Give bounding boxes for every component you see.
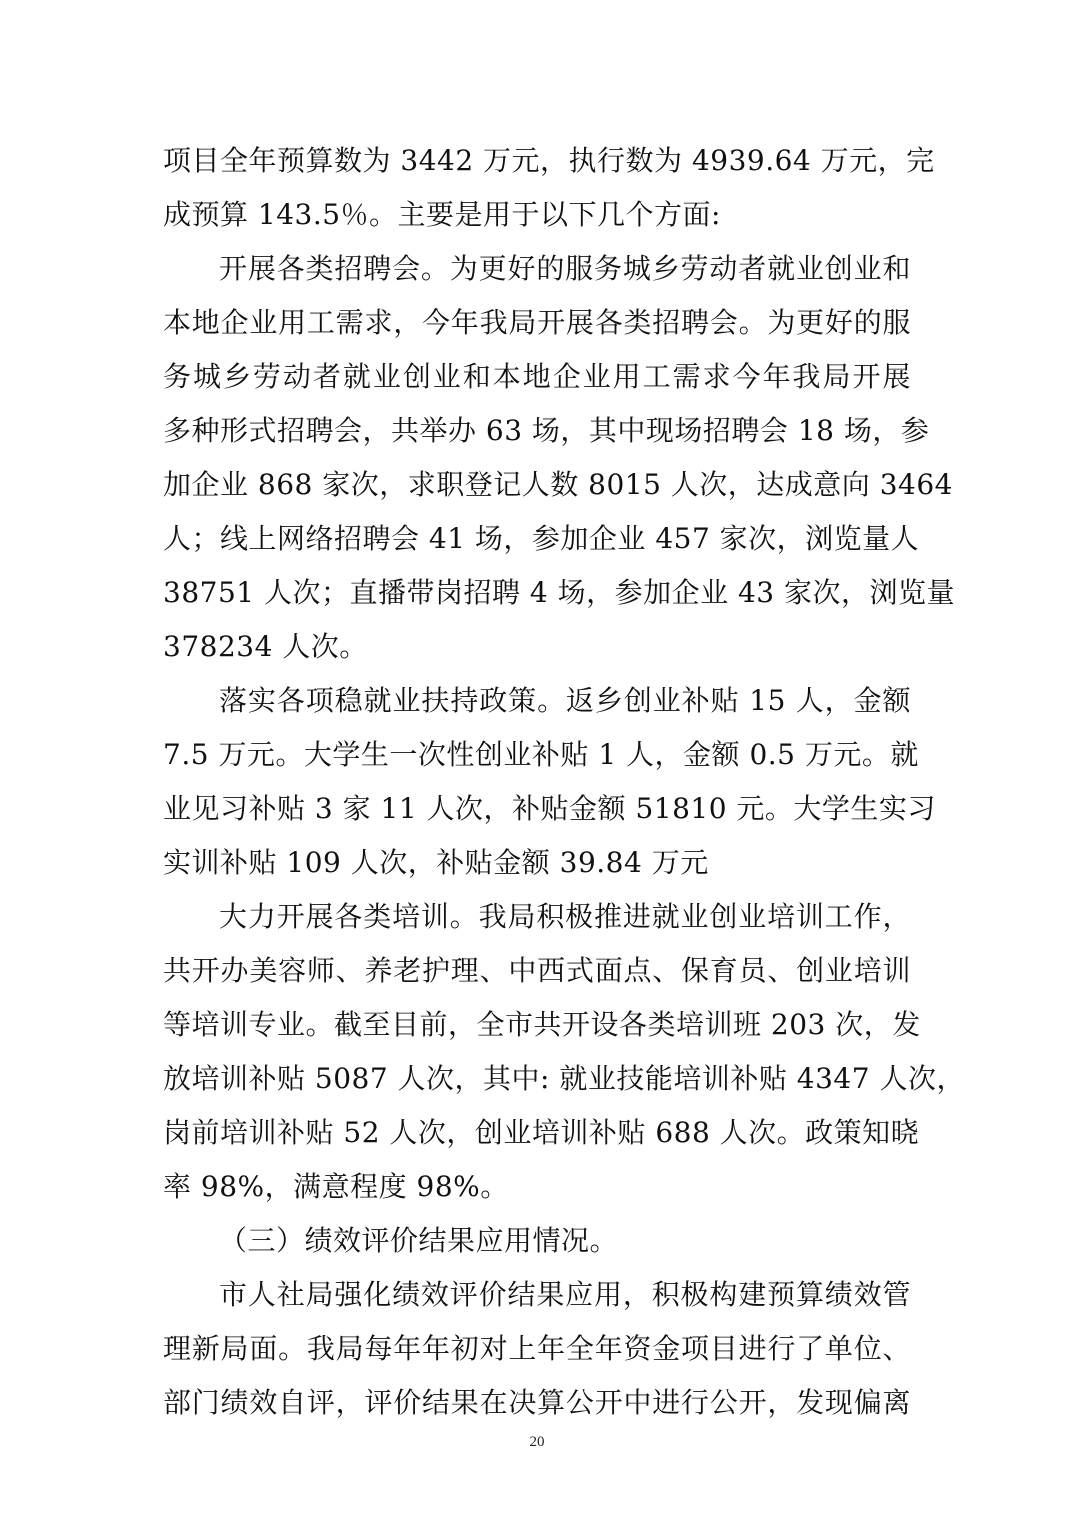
text-line: 项目全年预算数为 3442 万元，执行数为 4939.64 万元，完 (163, 144, 935, 177)
text-line: 38751 人次；直播带岗招聘 4 场，参加企业 43 家次，浏览量 (163, 576, 956, 609)
paragraph-training (163, 890, 965, 1214)
text-line: 务城乡劳动者就业创业和本地企业用工需求今年我局开展 (163, 360, 911, 393)
text-line: 378234 人次。 (163, 630, 368, 663)
paragraph-job-fairs (163, 242, 956, 674)
text-line: 理新局面。我局每年年初对上年全年资金项目进行了单位、 (163, 1332, 911, 1365)
text-line: 实训补贴 109 人次，补贴金额 39.84 万元 (163, 846, 709, 879)
text-line: 率 98%，满意程度 98%。 (163, 1170, 509, 1203)
text-line: 成预算 143.5％。主要是用于以下几个方面: (163, 198, 721, 231)
text-line: 共开办美容师、养老护理、中西式面点、保育员、创业培训 (163, 954, 911, 987)
paragraph-evaluation-results (163, 1268, 911, 1430)
text-line: 部门绩效自评，评价结果在决算公开中进行公开，发现偏离 (163, 1386, 911, 1419)
paragraph-employment-policies (163, 674, 936, 890)
page-number: 20 (529, 1434, 545, 1450)
text-line: 开展各类招聘会。为更好的服务城乡劳动者就业创业和 (219, 252, 911, 285)
text-line: 落实各项稳就业扶持政策。返乡创业补贴 15 人，金额 (219, 684, 911, 717)
text-line: 多种形式招聘会，共举办 63 场，其中现场招聘会 18 场，参 (163, 414, 930, 447)
text-line: 大力开展各类培训。我局积极推进就业创业培训工作， (219, 900, 911, 933)
text-line: 人；线上网络招聘会 41 场，参加企业 457 家次，浏览量人 (163, 522, 920, 555)
text-line: 本地企业用工需求，今年我局开展各类招聘会。为更好的服 (163, 306, 911, 339)
text-line: 等培训专业。截至目前，全市共开设各类培训班 203 次，发 (163, 1008, 921, 1041)
document-body (163, 134, 965, 1430)
section-heading (163, 1214, 911, 1268)
text-line: 业见习补贴 3 家 11 人次，补贴金额 51810 元。大学生实习 (163, 792, 936, 825)
text-line: 加企业 868 家次，求职登记人数 8015 人次，达成意向 3464 (163, 468, 953, 501)
text-line: 市人社局强化绩效评价结果应用，积极构建预算绩效管 (219, 1278, 911, 1311)
section-heading-text: （三）绩效评价结果应用情况。 (219, 1224, 619, 1257)
text-line: 放培训补贴 5087 人次，其中: 就业技能培训补贴 4347 人次， (163, 1062, 965, 1095)
paragraph-budget-summary (163, 134, 935, 242)
text-line: 7.5 万元。大学生一次性创业补贴 1 人，金额 0.5 万元。就 (163, 738, 919, 771)
text-line: 岗前培训补贴 52 人次，创业培训补贴 688 人次。政策知晓 (163, 1116, 920, 1149)
